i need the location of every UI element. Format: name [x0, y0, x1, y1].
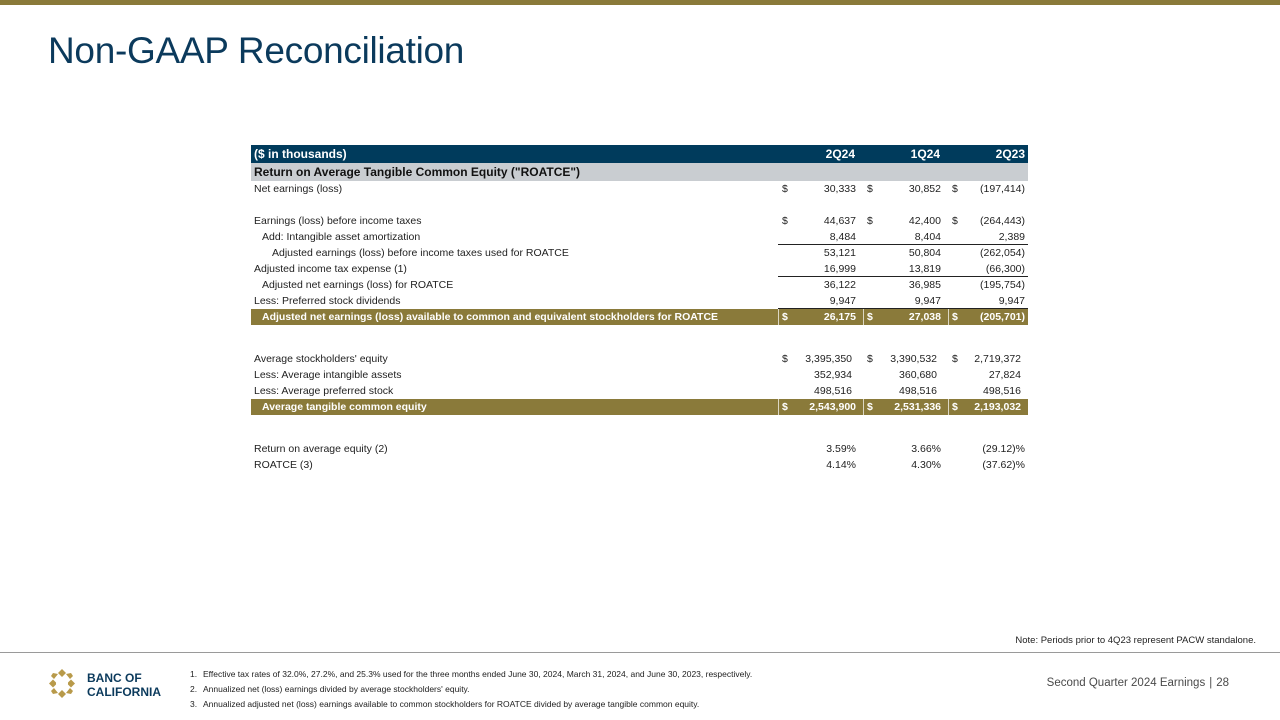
- col-header-2q23: 2Q23: [995, 147, 1025, 161]
- value-2q24: 4.14%: [826, 459, 856, 471]
- logo-wordmark: [87, 671, 161, 699]
- value-2q24: 30,333: [823, 183, 856, 195]
- row-label: Earnings (loss) before income taxes: [254, 215, 422, 227]
- dollar-sign: $: [952, 183, 958, 195]
- value-2q24: 3.59%: [826, 443, 856, 455]
- table-row: [251, 293, 1028, 309]
- row-label: Adjusted income tax expense (1): [254, 263, 407, 275]
- value-1q24: 30,852: [908, 183, 941, 195]
- value-2q24: 3,395,350: [805, 353, 852, 365]
- table-row: [251, 213, 1028, 229]
- value-1q24: 13,819: [908, 263, 941, 275]
- page-number: 28: [1216, 677, 1229, 689]
- spacer-row: [251, 415, 1028, 431]
- dollar-sign: $: [782, 401, 788, 413]
- row-label: Add: Intangible asset amortization: [262, 231, 421, 243]
- spacer-row: [251, 325, 1028, 341]
- value-2q24: 9,947: [829, 295, 856, 307]
- value-2q23: 2,193,032: [974, 401, 1021, 413]
- top-accent-bar: [0, 0, 1280, 5]
- row-label: Adjusted earnings (loss) before income taxes used for ROATCE: [272, 247, 569, 259]
- value-2q24: 2,543,900: [809, 401, 856, 413]
- value-2q23: (29.12)%: [982, 443, 1025, 455]
- row-label: Average stockholders' equity: [254, 353, 388, 365]
- footnote-text: Effective tax rates of 32.0%, 27.2%, and 25.3% used for the three months ended June 30, 2024, March 31, 2024, and June 30, 2023, respectively.: [203, 669, 753, 679]
- spacer-row: [251, 431, 1028, 441]
- value-1q24: 27,038: [908, 311, 941, 323]
- value-2q23: (195,754): [980, 279, 1025, 291]
- row-label: Adjusted net earnings (loss) for ROATCE: [262, 279, 454, 291]
- value-2q24: 16,999: [823, 263, 856, 275]
- value-2q23: (37.62)%: [982, 459, 1025, 471]
- table-row: [251, 261, 1028, 277]
- dollar-sign: $: [867, 311, 873, 323]
- col-header-1q24: 1Q24: [910, 147, 940, 161]
- value-1q24: 2,531,336: [894, 401, 941, 413]
- value-2q24: 36,122: [823, 279, 856, 291]
- value-2q23: 27,824: [988, 369, 1021, 381]
- value-2q23: 9,947: [998, 295, 1025, 307]
- row-label: ROATCE (3): [254, 459, 313, 471]
- table-row: [251, 367, 1028, 383]
- row-label: Less: Average intangible assets: [254, 369, 402, 381]
- footnote-number: 2.: [190, 684, 198, 694]
- value-1q24: 9,947: [914, 295, 941, 307]
- value-1q24: 498,516: [899, 385, 937, 397]
- value-2q23: (264,443): [980, 215, 1025, 227]
- value-2q23: (205,701): [980, 311, 1025, 323]
- value-2q24: 8,484: [829, 231, 856, 243]
- table-row: [251, 245, 1028, 261]
- spacer-row: [251, 197, 1028, 213]
- value-2q23: 2,389: [998, 231, 1025, 243]
- logo-line-1: BANC OF: [87, 671, 142, 685]
- dollar-sign: $: [952, 215, 958, 227]
- footnote-text: Annualized adjusted net (loss) earnings available to common stockholders for ROATCE divided by average tangible common equity.: [203, 699, 700, 709]
- value-2q24: 352,934: [814, 369, 852, 381]
- roatce-table: [251, 145, 1028, 473]
- footnote-number: 1.: [190, 669, 198, 679]
- logo-line-2: CALIFORNIA: [87, 685, 161, 699]
- table-row: [251, 277, 1028, 293]
- footer-separator: |: [1209, 677, 1213, 689]
- table-header-row: [251, 145, 1028, 163]
- value-1q24: 8,404: [914, 231, 941, 243]
- footer-report-title: Second Quarter 2024 Earnings: [1046, 677, 1206, 689]
- dollar-sign: $: [782, 183, 788, 195]
- dollar-sign: $: [952, 311, 958, 323]
- value-2q23: (66,300): [985, 263, 1025, 275]
- footnote-item: [190, 668, 752, 683]
- value-1q24: 3.66%: [911, 443, 941, 455]
- value-2q23: (262,054): [980, 247, 1025, 259]
- dollar-sign: $: [782, 215, 788, 227]
- table-row: [251, 383, 1028, 399]
- value-1q24: 42,400: [908, 215, 941, 227]
- dollar-sign: $: [782, 353, 788, 365]
- value-2q23: (197,414): [980, 183, 1025, 195]
- value-2q23: 498,516: [983, 385, 1021, 397]
- value-2q24: 44,637: [823, 215, 856, 227]
- spacer-row: [251, 341, 1028, 351]
- value-2q23: 2,719,372: [974, 353, 1021, 365]
- table-row: [251, 351, 1028, 367]
- footnote-item: [190, 683, 752, 698]
- value-1q24: 360,680: [899, 369, 937, 381]
- section-title: Return on Average Tangible Common Equity ("ROATCE"): [254, 165, 581, 179]
- value-2q24: 498,516: [814, 385, 852, 397]
- table-row: [251, 229, 1028, 245]
- dollar-sign: $: [952, 353, 958, 365]
- dollar-sign: $: [952, 401, 958, 413]
- dollar-sign: $: [867, 215, 873, 227]
- periods-note: Note: Periods prior to 4Q23 represent PACW standalone.: [1015, 635, 1256, 646]
- row-label: Less: Preferred stock dividends: [254, 295, 401, 307]
- row-label: Adjusted net earnings (loss) available to common and equivalent stockholders for ROATCE: [262, 311, 719, 323]
- value-1q24: 3,390,532: [890, 353, 937, 365]
- value-2q24: 53,121: [823, 247, 856, 259]
- row-label: Return on average equity (2): [254, 443, 388, 455]
- footnotes-list: [190, 668, 752, 713]
- value-2q24: 26,175: [823, 311, 856, 323]
- dollar-sign: $: [867, 183, 873, 195]
- footer-page-info: [1047, 677, 1229, 689]
- footnote-text: Annualized net (loss) earnings divided by average stockholders' equity.: [203, 684, 470, 694]
- dollar-sign: $: [867, 401, 873, 413]
- units-label: ($ in thousands): [254, 147, 347, 161]
- total-row-adjusted-earnings: [251, 309, 1028, 325]
- footnote-item: [190, 698, 752, 713]
- col-header-2q24: 2Q24: [825, 147, 855, 161]
- total-row-tangible-equity: [251, 399, 1028, 415]
- table-row: [251, 441, 1028, 457]
- value-1q24: 4.30%: [911, 459, 941, 471]
- footer-divider: [0, 652, 1280, 653]
- value-1q24: 50,804: [908, 247, 941, 259]
- value-1q24: 36,985: [908, 279, 941, 291]
- row-label: Average tangible common equity: [262, 401, 427, 413]
- table-row: [251, 181, 1028, 197]
- banc-of-california-logo-icon: [47, 668, 77, 699]
- table-row: [251, 457, 1028, 473]
- row-label: Net earnings (loss): [254, 183, 343, 195]
- dollar-sign: $: [782, 311, 788, 323]
- footnote-number: 3.: [190, 699, 198, 709]
- row-label: Less: Average preferred stock: [254, 385, 394, 397]
- page-title: Non-GAAP Reconciliation: [48, 30, 465, 71]
- section-title-row: [251, 163, 1028, 181]
- dollar-sign: $: [867, 353, 873, 365]
